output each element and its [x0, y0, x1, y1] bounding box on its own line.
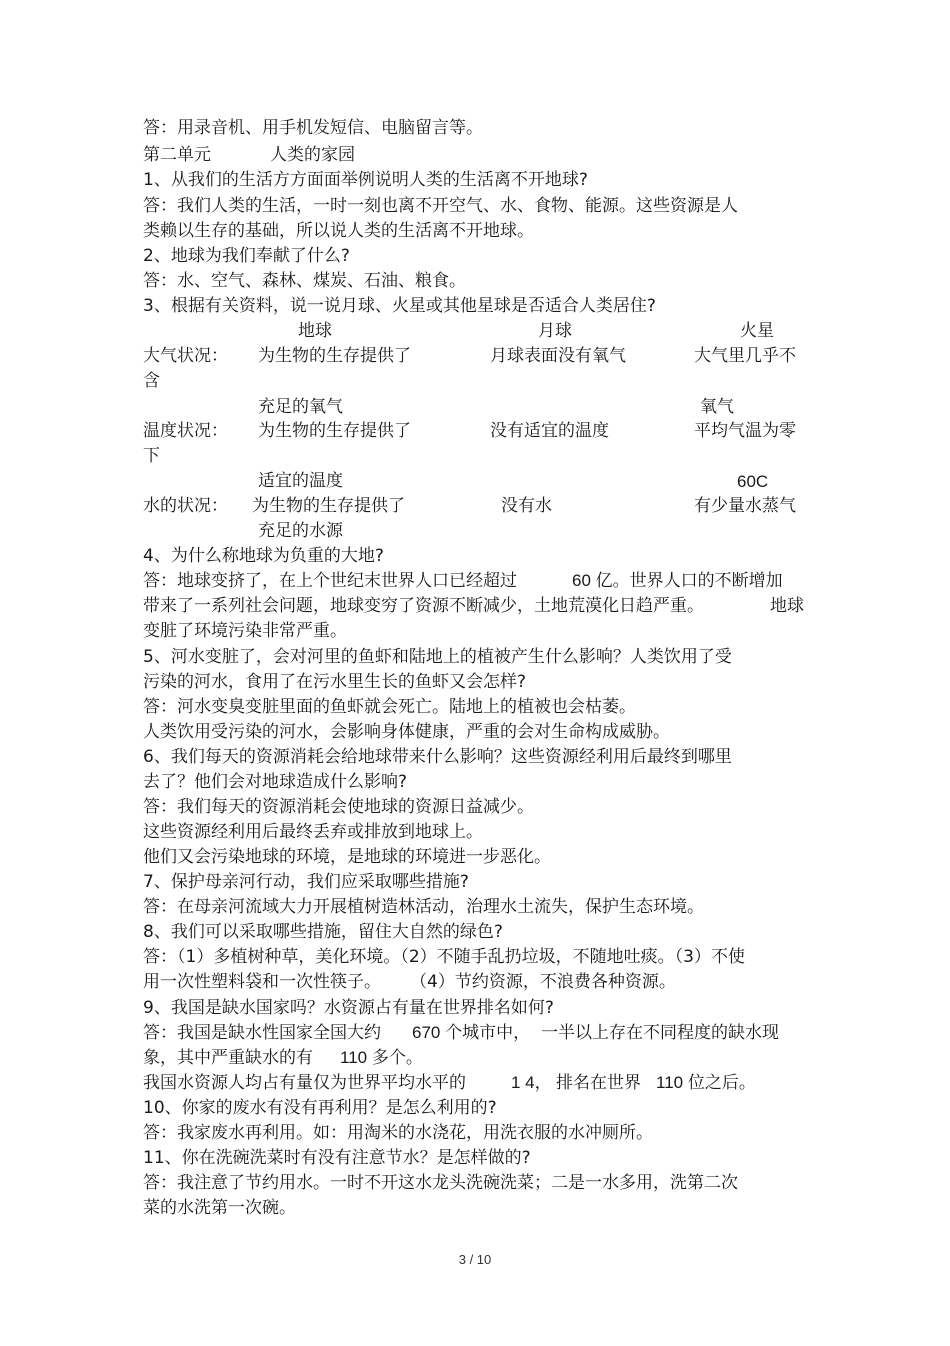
- question-line: 5、河水变脏了，会对河里的鱼虾和陆地上的植被产生什么影响？人类饮用了受: [143, 647, 732, 667]
- answer-line: 答：河水变臭变脏里面的鱼虾就会死亡。陆地上的植被也会枯萎。: [143, 697, 636, 717]
- answer-line: 一半以上存在不同程度的缺水现: [541, 1023, 779, 1043]
- page-number: 3 / 10: [458, 1252, 492, 1267]
- question-line: 8、我们可以采取哪些措施，留住大自然的绿色?: [143, 922, 503, 942]
- answer-line: 答：（1）多植树种草，美化环境。（2）不随手乱扔垃圾，不随地吐痰。（3）不使: [143, 947, 745, 967]
- answer-line: 他们又会污染地球的环境，是地球的环境进一步恶化。: [143, 847, 551, 867]
- cell-text: 适宜的温度: [258, 471, 343, 491]
- answer-line: 菜的水洗第一次碗。: [143, 1198, 296, 1218]
- answer-line: 地球: [770, 596, 804, 616]
- answer-line: 答：用录音机、用手机发短信、电脑留言等。: [143, 118, 483, 138]
- answer-line: 答：我国是缺水性国家全国大约: [143, 1023, 381, 1043]
- answer-line: 用一次性塑料袋和一次性筷子。: [143, 972, 381, 992]
- answer-line: 答：我们人类的生活，一时一刻也离不开空气、水、食物、能源。这些资源是人: [143, 196, 738, 216]
- question-line: 9、我国是缺水国家吗？水资源占有量在世界排名如何?: [143, 998, 554, 1018]
- answer-line: 答：我们每天的资源消耗会使地球的资源日益减少。: [143, 797, 534, 817]
- unit-label: 第二单元: [143, 145, 211, 165]
- question-line: 3、根据有关资料，说一说月球、火星或其他星球是否适合人类居住?: [143, 296, 656, 316]
- answer-line: 答：在母亲河流域大力开展植树造林活动，治理水土流失，保护生态环境。: [143, 897, 704, 917]
- unit-title: 人类的家园: [270, 145, 355, 165]
- cell-text: 为生物的生存提供了: [252, 496, 405, 516]
- column-header-moon: 月球: [538, 321, 572, 341]
- answer-line: 排名在世界: [556, 1073, 641, 1093]
- column-header-earth: 地球: [298, 321, 332, 341]
- question-line: 11、你在洗碗洗菜时有没有注意节水？是怎样做的?: [143, 1148, 531, 1168]
- answer-line: 答：地球变挤了，在上个世纪末世界人口已经超过: [143, 571, 517, 591]
- cell-text: 含: [143, 371, 160, 391]
- cell-text: 下: [143, 446, 160, 466]
- cell-text: 充足的氧气: [258, 397, 343, 417]
- cell-text: 没有适宜的温度: [490, 421, 609, 441]
- cell-text: 平均气温为零: [694, 421, 796, 441]
- question-line: 去了？他们会对地球造成什么影响?: [143, 772, 408, 792]
- answer-line: 答：我家废水再利用。如：用淘米的水浇花，用洗衣服的水冲厕所。: [143, 1123, 653, 1143]
- cell-text: 没有水: [501, 496, 552, 516]
- question-line: 污染的河水，食用了在污水里生长的鱼虾又会怎样?: [143, 672, 527, 692]
- cell-text: 有少量水蒸气: [694, 496, 796, 516]
- answer-line: 670 个城市中，: [412, 1023, 531, 1042]
- question-line: 2、地球为我们奉献了什么?: [143, 246, 350, 266]
- answer-line: 人类饮用受污染的河水，会影响身体健康，严重的会对生命构成威胁。: [143, 722, 670, 742]
- column-header-mars: 火星: [740, 321, 774, 341]
- answer-line: 1 4，: [511, 1073, 552, 1092]
- cell-text: 充足的水源: [258, 521, 343, 541]
- cell-text: 月球表面没有氧气: [490, 346, 626, 366]
- question-line: 7、保护母亲河行动，我们应采取哪些措施?: [143, 872, 469, 892]
- answer-line: 这些资源经利用后最终丢弃或排放到地球上。: [143, 822, 483, 842]
- answer-line: 110 位之后。: [656, 1073, 756, 1092]
- cell-text: 大气里几乎不: [694, 346, 796, 366]
- row-label-atmosphere: 大气状况：: [143, 346, 228, 366]
- answer-line: 带来了一系列社会问题，地球变穷了资源不断减少，土地荒漠化日趋严重。: [143, 596, 704, 616]
- question-line: 4、为什么称地球为负重的大地?: [143, 546, 384, 566]
- row-label-water: 水的状况：: [143, 496, 228, 516]
- cell-text: 为生物的生存提供了: [258, 421, 411, 441]
- cell-text: 氧气: [700, 397, 734, 417]
- question-line: 6、我们每天的资源消耗会给地球带来什么影响？这些资源经利用后最终到哪里: [143, 747, 732, 767]
- answer-line: 类赖以生存的基础，所以说人类的生活离不开地球。: [143, 221, 534, 241]
- answer-line: 我国水资源人均占有量仅为世界平均水平的: [143, 1073, 466, 1093]
- answer-line: 110 多个。: [340, 1048, 423, 1067]
- question-line: 1、从我们的生活方方面面举例说明人类的生活离不开地球?: [143, 170, 588, 190]
- cell-text: 60C: [737, 472, 769, 491]
- cell-text: 为生物的生存提供了: [258, 346, 411, 366]
- answer-line: 变脏了环境污染非常严重。: [143, 621, 347, 641]
- row-label-temperature: 温度状况：: [143, 421, 228, 441]
- answer-line: 答：水、空气、森林、煤炭、石油、粮食。: [143, 271, 466, 291]
- question-line: 10、你家的废水有没有再利用？是怎么利用的?: [143, 1098, 497, 1118]
- answer-line: （4）节约资源，不浪费各种资源。: [410, 972, 676, 992]
- answer-line: 答：我注意了节约用水。一时不开这水龙头洗碗洗菜；二是一水多用，洗第二次: [143, 1173, 738, 1193]
- answer-line: 象，其中严重缺水的有: [143, 1048, 313, 1068]
- answer-line: 60 亿。世界人口的不断增加: [572, 571, 783, 590]
